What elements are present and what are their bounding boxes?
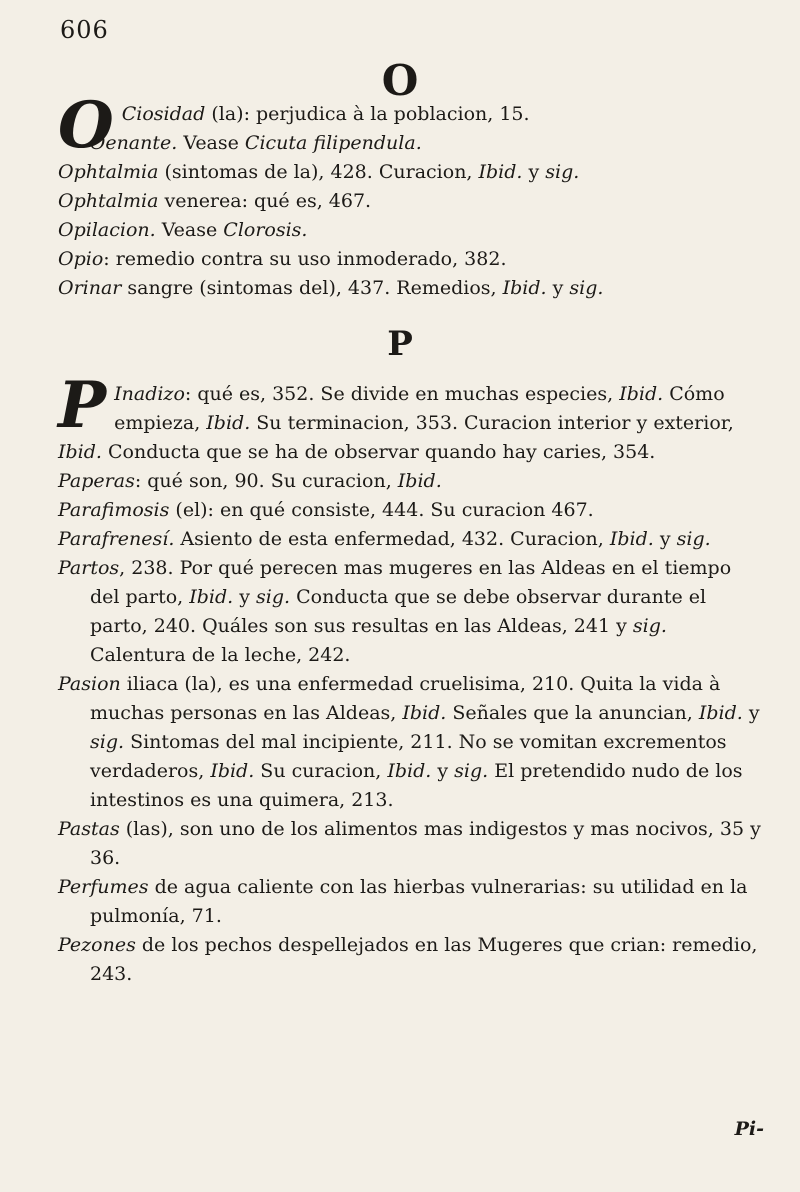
page-number: 606 xyxy=(60,16,109,44)
entry-text: venerea: qué es, 467. xyxy=(158,190,372,212)
index-entry xyxy=(58,931,764,989)
entry-headword: Oenante. xyxy=(89,132,178,154)
index-entry xyxy=(58,158,764,187)
entry-reference: Ibid. xyxy=(619,383,664,405)
entry-reference: Ibid. xyxy=(502,277,547,299)
index-entry xyxy=(58,216,764,245)
entry-reference: Ibid. xyxy=(609,528,654,550)
index-block-p xyxy=(58,368,764,989)
entry-headword: Perfumes xyxy=(58,876,149,898)
entry-reference: Ibid. xyxy=(189,586,234,608)
entry-text: : qué son, 90. Su curacion, xyxy=(134,470,398,492)
index-entry xyxy=(58,815,764,873)
entry-text: y xyxy=(653,528,677,550)
entry-text: Cómo empieza, xyxy=(114,383,725,434)
entry-reference: Clorosis. xyxy=(223,219,308,241)
entry-text: Señales que la anuncian, xyxy=(446,702,699,724)
catchword: Pi- xyxy=(734,1118,764,1140)
index-entry xyxy=(58,467,764,496)
entry-text: Vease xyxy=(177,132,245,154)
entry-reference: sig. xyxy=(454,760,489,782)
entry-headword: Parafrenesí. xyxy=(58,528,175,550)
entry-headword: Partos xyxy=(58,557,120,579)
entry-reference: sig. xyxy=(569,277,604,299)
entry-text: Su curacion, xyxy=(254,760,388,782)
entry-headword: Pezones xyxy=(58,934,136,956)
entry-headword: Inadizo xyxy=(114,383,185,405)
entry-text: : qué es, 352. Se divide en muchas especies, xyxy=(184,383,620,405)
entry-text: , 238. Por qué perecen mas mugeres en las Aldeas en el tiempo del parto, xyxy=(90,557,732,608)
entry-text: y xyxy=(522,161,546,183)
index-entry xyxy=(58,670,764,815)
entry-reference: sig. xyxy=(632,615,667,637)
entry-text: Conducta que se ha de observar quando hay caries, 354. xyxy=(101,441,656,463)
entry-reference: sig. xyxy=(256,586,291,608)
index-entry xyxy=(58,554,764,670)
entry-headword: Pasion xyxy=(58,673,121,695)
entry-text: y xyxy=(233,586,257,608)
entry-reference: sig. xyxy=(545,161,580,183)
entry-reference: Ibid. xyxy=(397,470,442,492)
entry-headword: Pastas xyxy=(58,818,120,840)
drop-cap: O xyxy=(58,88,114,163)
entry-headword: Ophtalmia xyxy=(58,161,159,183)
entry-text: (la): perjudica à la poblacion, 15. xyxy=(205,103,530,125)
entry-text: Sintomas del mal incipiente, 211. No se vomitan excrementos verdaderos, xyxy=(90,731,727,782)
entry-reference: Ibid. xyxy=(206,412,251,434)
entry-headword: Paperas xyxy=(58,470,135,492)
entry-headword: Opio xyxy=(58,248,104,270)
entry-text: iliaca (la), es una enfermedad cruelisima, 210. Quita la vida à muchas personas en las Aldeas, xyxy=(90,673,721,724)
entry-reference: Ibid. xyxy=(478,161,523,183)
index-entry xyxy=(58,368,764,467)
section-letter-o: O xyxy=(381,56,419,105)
entry-headword: Orinar xyxy=(58,277,122,299)
entry-text: (sintomas de la), 428. Curacion, xyxy=(158,161,479,183)
index-entry xyxy=(58,274,764,303)
entry-reference: Ibid. xyxy=(58,441,102,463)
entry-reference: sig. xyxy=(90,731,125,753)
entry-text: (el): en qué consiste, 444. Su curacion 467. xyxy=(169,499,594,521)
entry-text: de los pechos despellejados en las Mugeres que crian: remedio, 243. xyxy=(90,934,758,985)
entry-text: sangre (sintomas del), 437. Remedios, xyxy=(121,277,503,299)
entry-reference: Ibid. xyxy=(698,702,743,724)
entry-text: y xyxy=(431,760,455,782)
entry-text: Su terminacion, 353. Curacion interior y exterior, xyxy=(250,412,734,434)
entry-text: (las), son uno de los alimentos mas indigestos y mas nocivos, 35 y 36. xyxy=(90,818,761,869)
entry-text: y xyxy=(546,277,570,299)
index-block-o xyxy=(58,88,764,303)
entry-reference: Ibid. xyxy=(387,760,432,782)
entry-headword: Opilacion. xyxy=(58,219,156,241)
index-entry xyxy=(58,245,764,274)
index-entry xyxy=(58,496,764,525)
entry-text: y xyxy=(742,702,760,724)
entry-reference: Ibid. xyxy=(402,702,447,724)
entry-text: : remedio contra su uso inmoderado, 382. xyxy=(103,248,507,270)
entry-reference: Cicuta filipendula. xyxy=(244,132,422,154)
entry-text: de agua caliente con las hierbas vulnerarias: su utilidad en la pulmonía, 71. xyxy=(90,876,748,927)
entry-headword: Ophtalmia xyxy=(58,190,159,212)
index-entry xyxy=(58,525,764,554)
entry-headword: Parafimosis xyxy=(58,499,170,521)
entry-text: Vease xyxy=(155,219,224,241)
section-letter-p: P xyxy=(387,324,413,364)
index-entry xyxy=(58,187,764,216)
entry-text: El pretendido nudo de los intestinos es una quimera, 213. xyxy=(90,760,743,811)
entry-text: Calentura de la leche, 242. xyxy=(90,644,351,666)
entry-reference: sig. xyxy=(676,528,711,550)
drop-cap: P xyxy=(58,368,107,443)
entry-reference: Ibid. xyxy=(210,760,255,782)
index-entry xyxy=(58,129,764,158)
index-entry xyxy=(58,873,764,931)
entry-text: Conducta que se debe observar durante el parto, 240. Quáles son sus resultas en las Aldeas, 241 y xyxy=(90,586,707,637)
entry-headword: Ciosidad xyxy=(121,103,206,125)
entry-text: Asiento de esta enfermedad, 432. Curacion, xyxy=(174,528,610,550)
